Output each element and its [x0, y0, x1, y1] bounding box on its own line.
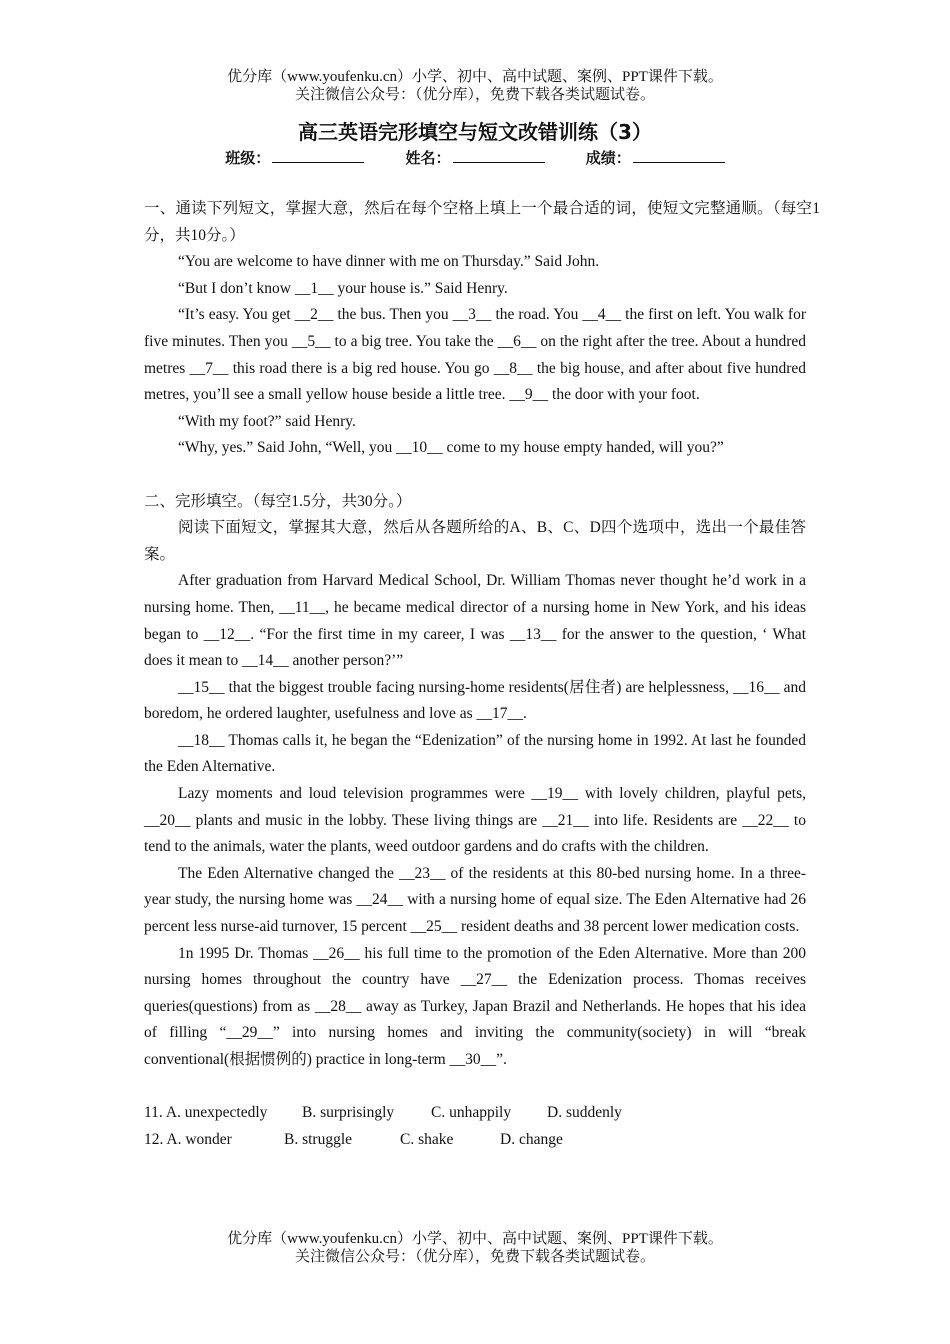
section2-paragraph: The Eden Alternative changed the __23__ of the residents at this 80-bed nursing home. In a three-year study, the nursing home was __24__ with a nursing home of equal size. The Eden Alternative had 26 percent less nurse-aid turnover, 15 percent __25__ resident deaths and 38 percent lower medication costs. — [144, 864, 806, 936]
section-spacer — [144, 462, 806, 489]
footer-line-2: 关注微信公众号：（优分库），免费下载各类试题试卷。 — [294, 1249, 655, 1265]
section-spacer — [144, 1074, 806, 1101]
option-12-d: D. change — [500, 1130, 563, 1148]
footer-line-1: 优分库（www.youfenku.cn）小学、初中、高中试题、案例、PPT课件下载。 — [227, 1231, 723, 1247]
section2-instruction: 二、完形填空。（每空1.5分，共30分。） — [144, 492, 412, 510]
name-label: 姓名： — [405, 149, 451, 167]
class-field — [225, 147, 364, 168]
name-field — [405, 147, 544, 168]
option-11-c: C. unhappily — [431, 1104, 512, 1122]
class-blank — [272, 148, 364, 163]
option-12-b: B. struggle — [284, 1130, 353, 1148]
section2-paragraph: Lazy moments and loud television programmes were __19__ with lovely children, playful pets, __20__ plants and music in the lobby. These living things are __21__ into life. Residents are __22__ to tend to the animals, water the plants, weed outdoor gardens and do crafts with the children. — [144, 785, 806, 856]
section2-paragraph: __18__ Thomas calls it, he began the “Edenization” of the nursing home in 1992. At last he founded the Eden Alternative. — [144, 731, 806, 776]
score-label: 成绩： — [585, 149, 631, 167]
section1-paragraph: “It’s easy. You get __2__ the bus. Then you __3__ the road. You __4__ the first on left. You walk for five minutes. Then you __5__ to a big tree. You take the __6__ on the right after the tree. About a hundred metres __7__ this road there is a big red house. You go __8__ the big house, and after about five hundred metres, you’ll see a small yellow house beside a little tree. __9__ the door with your foot. — [144, 306, 806, 404]
option-12-c: C. shake — [400, 1130, 454, 1148]
section1-paragraph: “But I don’t know __1__ your house is.” Said Henry. — [178, 279, 508, 297]
section1-instruction: 一、通读下列短文，掌握大意，然后在每个空格上填上一个最合适的词，使短文完整通顺。（每空1分，共10分。） — [144, 200, 820, 244]
section2-paragraph: 1n 1995 Dr. Thomas __26__ his full time to the promotion of the Eden Alternative. More than 200 nursing homes throughout the country have __27__ the Edenization process. Thomas receives queries(questions) from as __28__ away as Turkey, Japan Brazil and Netherlands. He hopes that his idea of filling “__29__” into nursing homes and inviting the community(society) in will “break conventional(根据惯例的) practice in long-term __30__”. — [144, 944, 806, 1068]
option-12-a: 12. A. wonder — [144, 1130, 232, 1148]
document-body — [144, 196, 820, 1153]
header-line-1: 优分库（www.youfenku.cn）小学、初中、高中试题、案例、PPT课件下载。 — [227, 69, 723, 85]
section2-paragraph: After graduation from Harvard Medical School, Dr. William Thomas never thought he’d work in a nursing home. Then, __11__, he became medical director of a nursing home in New York, and his ideas began to __12__. “For the first time in my career, I was __13__ for the answer to the question, ‘ What does it mean to __14__ another person?’” — [144, 572, 806, 670]
option-11-d: D. suddenly — [547, 1104, 622, 1122]
section2-paragraph: __15__ that the biggest trouble facing nursing-home residents(居住者) are helplessness, __16__ and boredom, he ordered laughter, usefulness and love as __17__. — [144, 678, 806, 723]
section2-directions: 阅读下面短文，掌握其大意，然后从各题所给的A、B、C、D四个选项中，选出一个最佳答案。 — [144, 519, 806, 563]
option-11-b: B. surprisingly — [302, 1104, 395, 1122]
header-line-2: 关注微信公众号：（优分库），免费下载各类试题试卷。 — [294, 87, 655, 103]
score-field — [586, 147, 725, 168]
section1-paragraph: “With my foot?” said Henry. — [178, 412, 356, 430]
option-row-12 — [144, 1127, 806, 1154]
name-blank — [453, 148, 545, 163]
section1-paragraph: “Why, yes.” Said John, “Well, you __10__ come to my house empty handed, will you?” — [178, 439, 724, 457]
student-info-line — [0, 147, 950, 168]
class-label: 班级： — [225, 149, 271, 167]
page-title: 高三英语完形填空与短文改错训练（3） — [298, 120, 652, 144]
option-row-11 — [144, 1100, 806, 1127]
option-11-a: 11. A. unexpectedly — [144, 1104, 268, 1122]
score-blank — [633, 148, 725, 163]
section1-paragraph: “You are welcome to have dinner with me on Thursday.” Said John. — [178, 253, 600, 271]
